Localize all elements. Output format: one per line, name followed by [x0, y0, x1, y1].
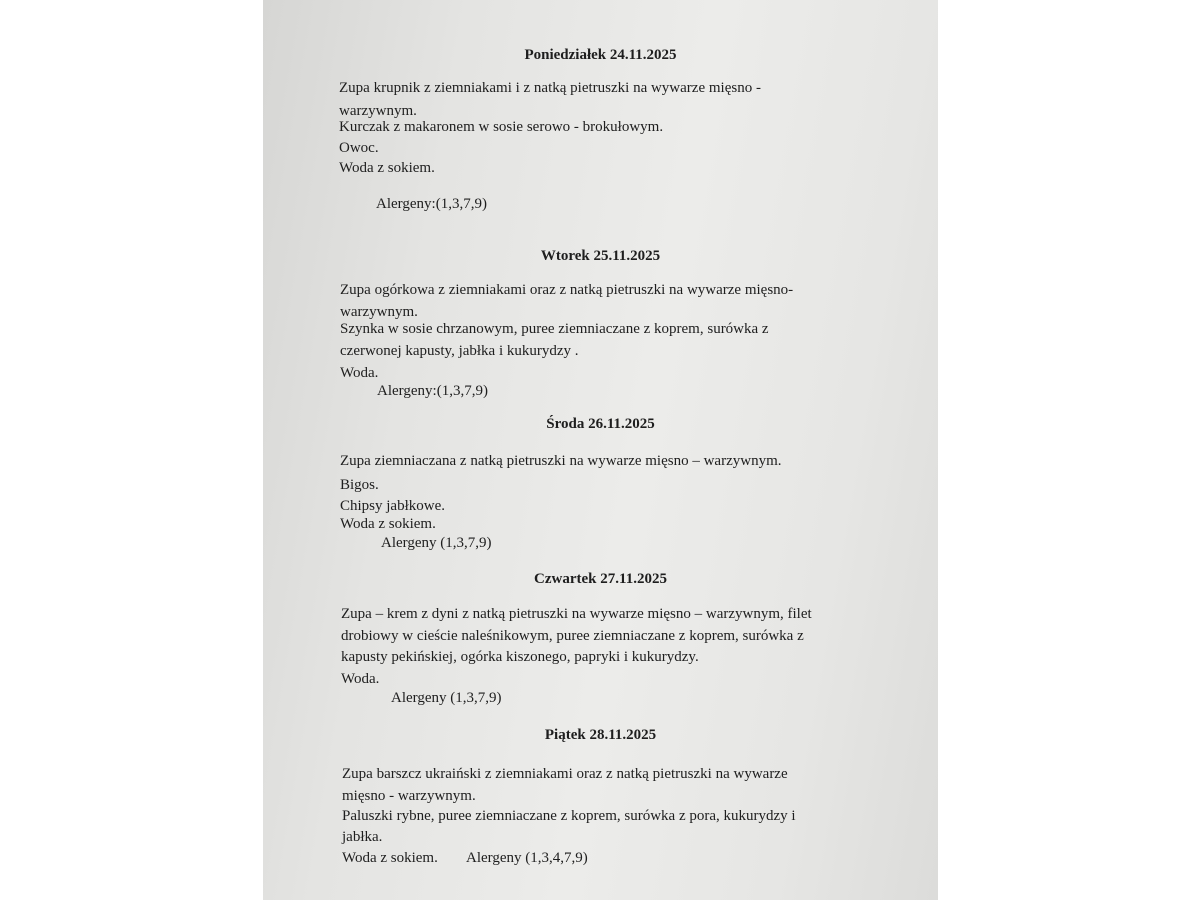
day-heading-wednesday: Środa 26.11.2025	[546, 416, 655, 432]
allergens-thursday: Alergeny (1,3,7,9)	[391, 690, 502, 706]
allergens-friday: Alergeny (1,3,4,7,9)	[466, 850, 588, 866]
menu-line: Zupa barszcz ukraiński z ziemniakami oraz z natką pietruszki na wywarze	[342, 766, 788, 782]
menu-line: jabłka.	[342, 829, 383, 845]
menu-line: Woda z sokiem.	[339, 160, 435, 176]
menu-line: Woda z sokiem.	[342, 850, 438, 866]
day-heading-friday: Piątek 28.11.2025	[544, 727, 657, 743]
menu-line: mięsno - warzywnym.	[342, 788, 476, 804]
menu-line: Zupa krupnik z ziemniakami i z natką pietruszki na wywarze mięsno -	[339, 80, 761, 96]
day-heading-tuesday: Wtorek 25.11.2025	[540, 248, 661, 264]
menu-line: Zupa – krem z dyni z natką pietruszki na wywarze mięsno – warzywnym, filet	[341, 606, 812, 622]
menu-line: Zupa ziemniaczana z natką pietruszki na wywarze mięsno – warzywnym.	[340, 453, 782, 469]
menu-line: kapusty pekińskiej, ogórka kiszonego, papryki i kukurydzy.	[341, 649, 699, 665]
menu-line: Woda.	[341, 671, 380, 687]
menu-line: warzywnym.	[339, 103, 417, 119]
menu-line: drobiowy w cieście naleśnikowym, puree ziemniaczane z koprem, surówka z	[341, 628, 804, 644]
menu-line: Bigos.	[340, 477, 379, 493]
menu-line: Owoc.	[339, 140, 379, 156]
menu-line: Zupa ogórkowa z ziemniakami oraz z natką pietruszki na wywarze mięsno-	[340, 282, 794, 298]
menu-line: Paluszki rybne, puree ziemniaczane z koprem, surówka z pora, kukurydzy i	[342, 808, 796, 824]
menu-line: Woda z sokiem.	[340, 516, 436, 532]
menu-line: Chipsy jabłkowe.	[340, 498, 445, 514]
menu-line: Szynka w sosie chrzanowym, puree ziemniaczane z koprem, surówka z	[340, 321, 769, 337]
allergens-wednesday: Alergeny (1,3,7,9)	[381, 535, 492, 551]
menu-line: warzywnym.	[340, 304, 418, 320]
allergens-tuesday: Alergeny:(1,3,7,9)	[377, 383, 488, 399]
menu-line: czerwonej kapusty, jabłka i kukurydzy .	[340, 343, 579, 359]
menu-line: Kurczak z makaronem w sosie serowo - brokułowym.	[339, 119, 664, 135]
day-heading-thursday: Czwartek 27.11.2025	[534, 571, 667, 587]
allergens-monday: Alergeny:(1,3,7,9)	[376, 196, 487, 212]
day-heading-monday: Poniedziałek 24.11.2025	[524, 47, 677, 63]
menu-sheet	[263, 0, 938, 900]
menu-line: Woda.	[340, 365, 379, 381]
